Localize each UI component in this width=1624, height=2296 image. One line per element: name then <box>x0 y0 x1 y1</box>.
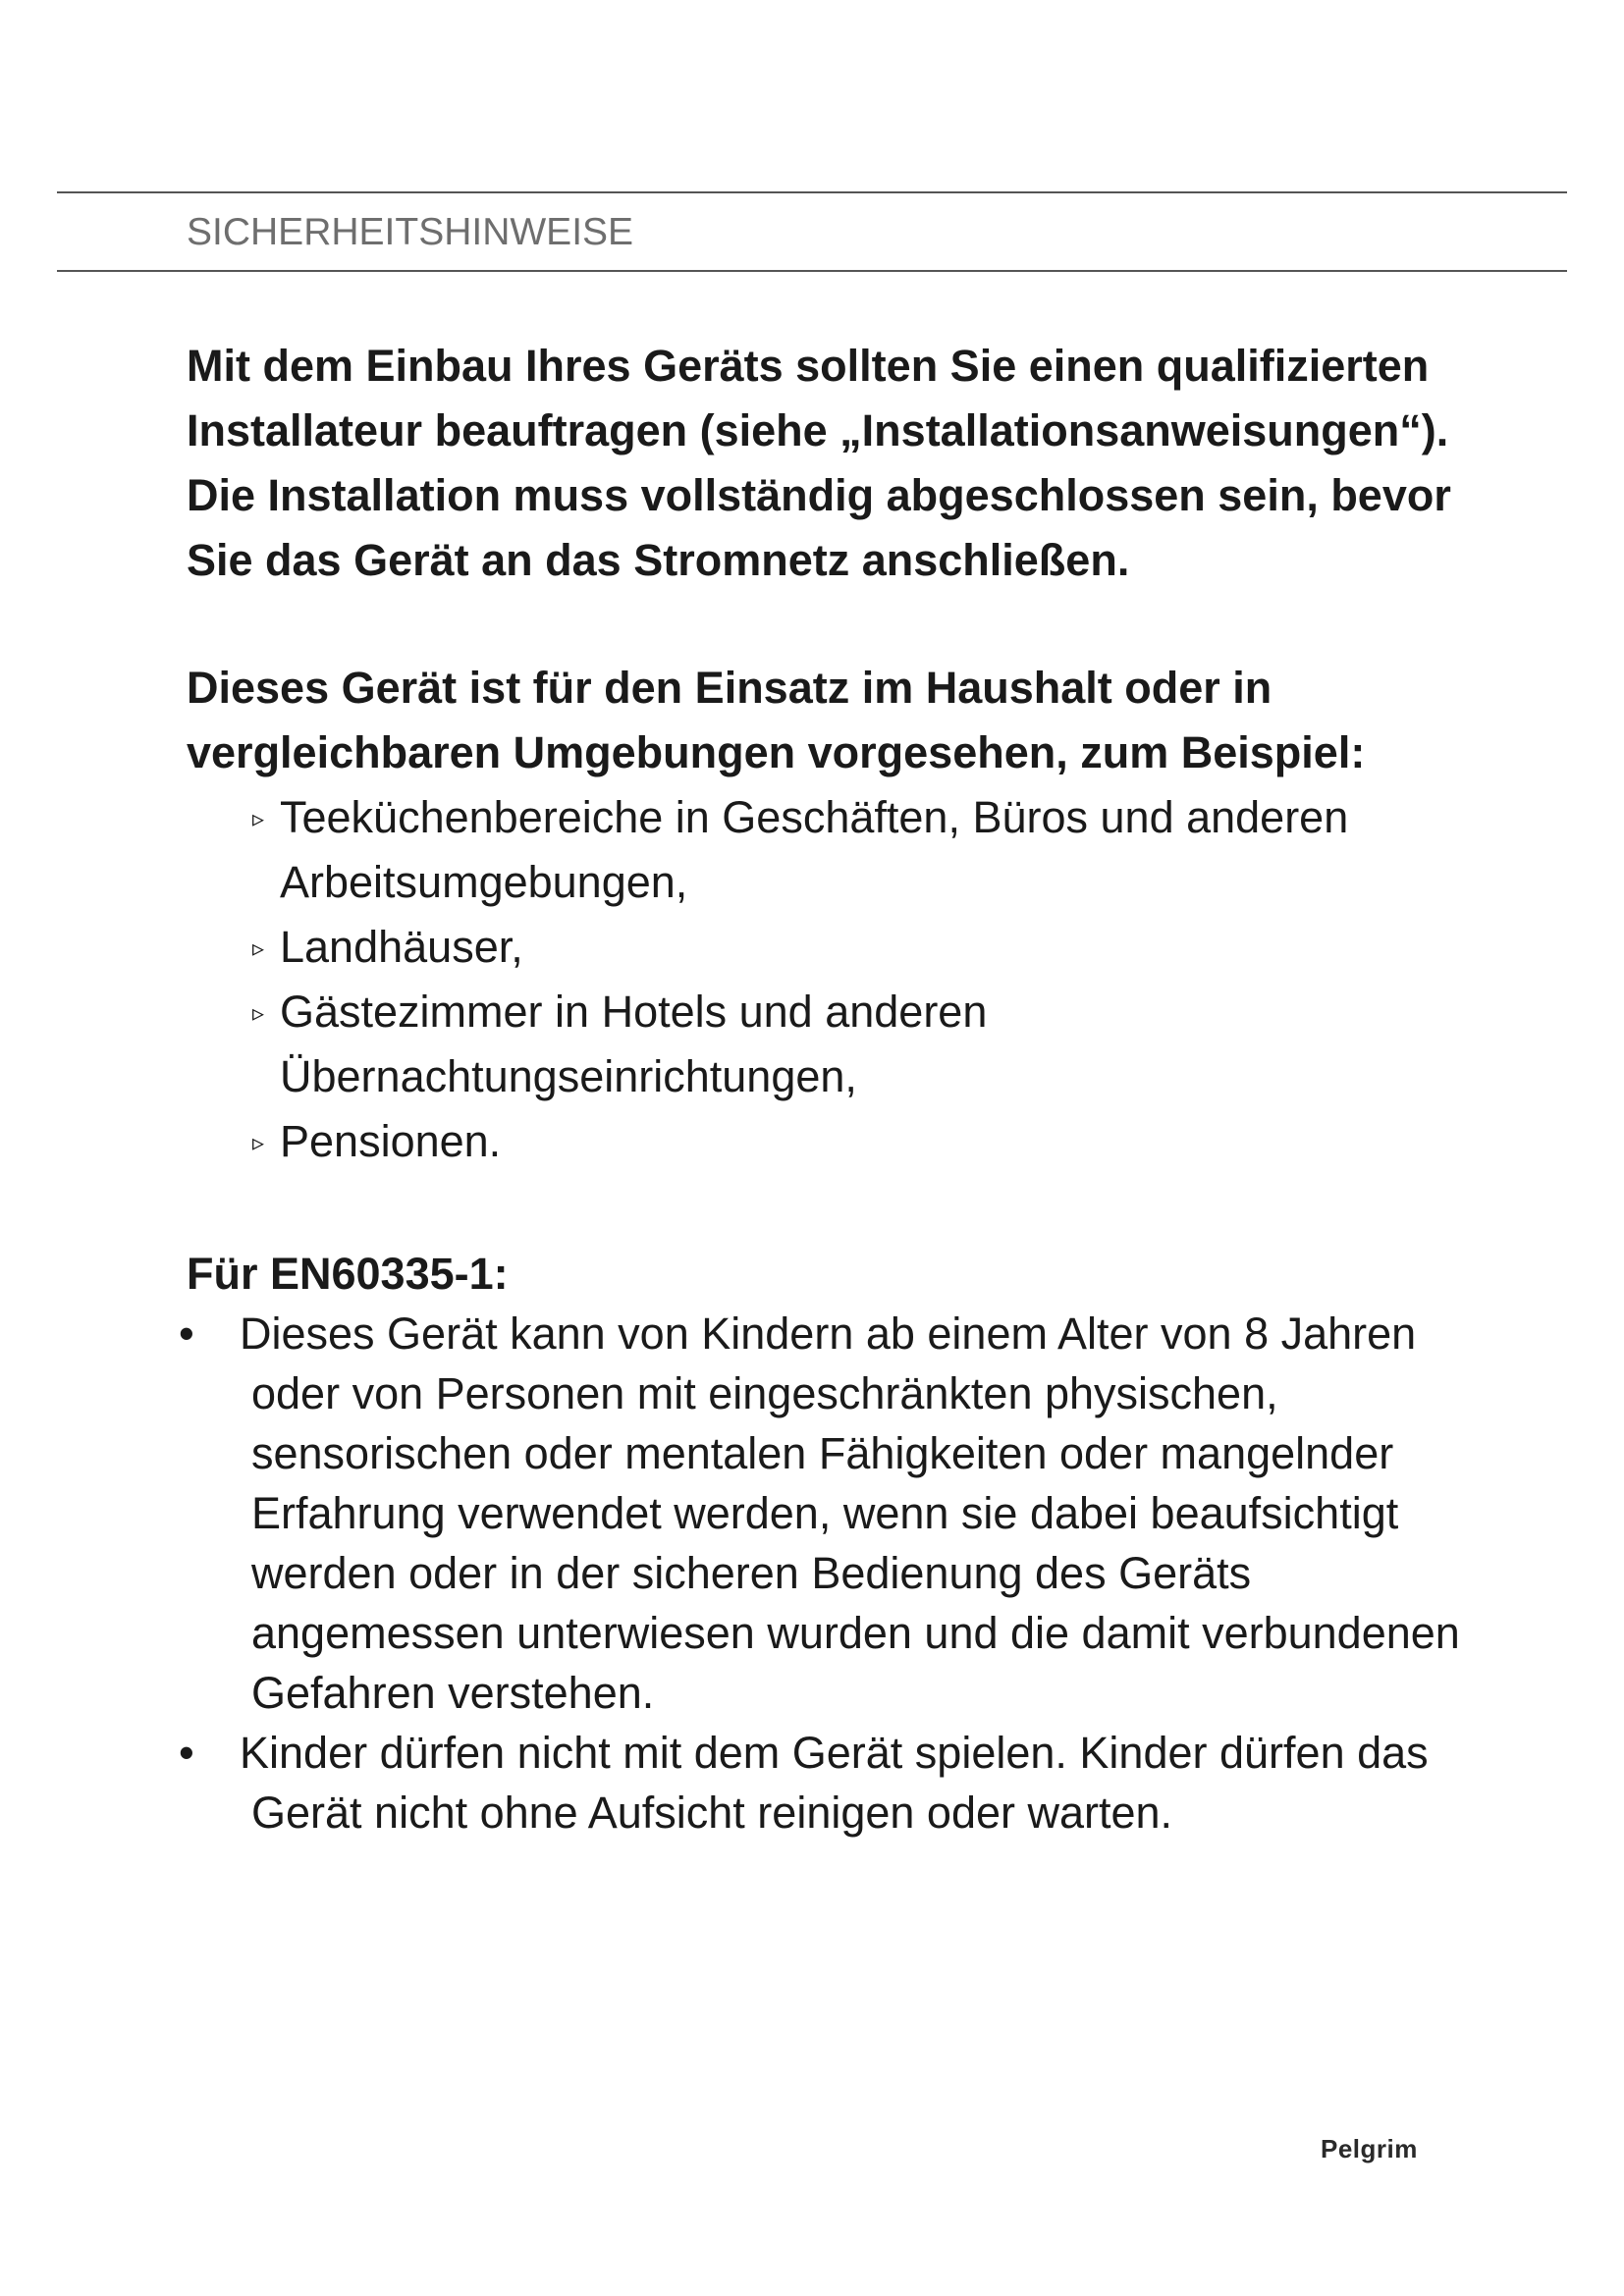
triangle-bullet-icon: ▹ <box>252 806 265 832</box>
list-item <box>252 980 1463 1109</box>
usage-item-text: Teeküchenbereiche in Geschäften, Büros und anderen Arbeitsumgebungen, <box>280 792 1349 907</box>
en60335-item-text: Dieses Gerät kann von Kindern ab einem Alter von 8 Jahren oder von Personen mit eingeschränkten physischen, sensorischen oder mentalen Fähigkeiten oder mangelnder Erfahrung verwendet werden, wenn sie dabei beaufsichtigt werden oder in der sicheren Bedienung des Geräts angemessen unterwiesen wurden und die damit verbundenen Gefahren verstehen. <box>240 1308 1460 1718</box>
header-rule-bottom <box>57 270 1567 272</box>
section-title: SICHERHEITSHINWEISE <box>187 211 634 253</box>
header-rule-top <box>57 191 1567 193</box>
main-content <box>179 334 1463 1842</box>
list-item <box>252 915 1463 980</box>
usage-intro: Dieses Gerät ist für den Einsatz im Haushalt oder in vergleichbaren Umgebungen vorgesehen, zum Beispiel: <box>187 663 1366 777</box>
list-item <box>179 1304 1463 1723</box>
en60335-list <box>179 1304 1463 1842</box>
bullet-dot-icon: • <box>179 1728 194 1778</box>
installation-notice: Mit dem Einbau Ihres Geräts sollten Sie einen qualifizierten Installateur beauftragen (siehe „Installationsanweisungen“). Die Installation muss vollständig abgeschlossen sein, bevor Sie das Gerät an das Stromnetz anschließen. <box>187 341 1451 585</box>
triangle-bullet-icon: ▹ <box>252 935 265 962</box>
list-item <box>252 785 1463 915</box>
bullet-dot-icon: • <box>179 1308 194 1359</box>
brand-logo: Pelgrim <box>1321 2134 1418 2163</box>
usage-item-text: Pensionen. <box>280 1116 502 1166</box>
triangle-bullet-icon: ▹ <box>252 1000 265 1027</box>
en60335-item-text: Kinder dürfen nicht mit dem Gerät spielen. Kinder dürfen das Gerät nicht ohne Aufsicht reinigen oder warten. <box>240 1728 1429 1838</box>
en60335-heading: Für EN60335-1: <box>187 1249 509 1299</box>
list-item <box>252 1109 1463 1174</box>
usage-list <box>187 785 1463 1174</box>
usage-item-text: Gästezimmer in Hotels und anderen Übernachtungseinrichtungen, <box>280 987 988 1101</box>
usage-item-text: Landhäuser, <box>280 922 523 972</box>
triangle-bullet-icon: ▹ <box>252 1130 265 1156</box>
list-item <box>179 1723 1463 1842</box>
